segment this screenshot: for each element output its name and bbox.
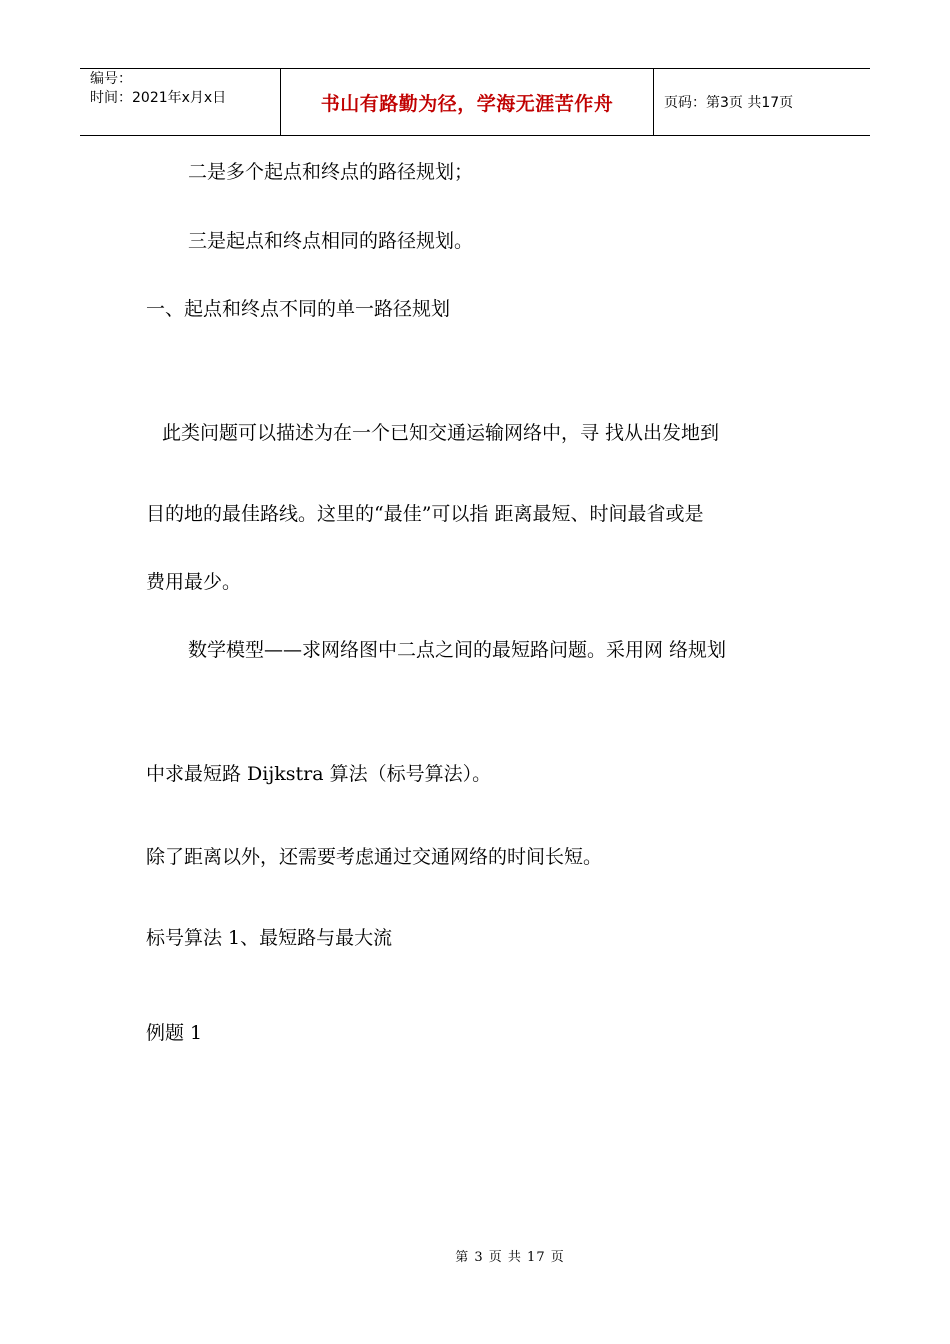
paragraph-problem-description-line2: 目的地的最佳路线。这里的“最佳”可以指 距离最短、时间最省或是 bbox=[146, 503, 704, 525]
document-date-label: 时间：2021年x月x日 bbox=[90, 90, 227, 106]
document-number-label: 编号： bbox=[90, 71, 132, 87]
header-page-cell bbox=[654, 69, 870, 135]
header-motto: 书山有路勤为径，学海无涯苦作舟 bbox=[320, 92, 614, 115]
section-heading-single-path: 一、起点和终点不同的单一路径规划 bbox=[146, 298, 451, 320]
paragraph-math-model-line1: 数学模型——求网络图中二点之间的最短路问题。采用网 络规划 bbox=[188, 639, 727, 661]
header-page-code: 页码：第3页 共17页 bbox=[664, 95, 794, 111]
paragraph-labeling-algorithm: 标号算法 1、最短路与最大流 bbox=[146, 927, 393, 949]
header-motto-cell bbox=[281, 69, 654, 135]
paragraph-problem-description-line1: 此类问题可以描述为在一个已知交通运输网络中，寻 找从出发地到 bbox=[162, 422, 720, 444]
paragraph-example-title: 例题 1 bbox=[146, 1022, 203, 1044]
paragraph-problem-description-line3: 费用最少。 bbox=[146, 571, 242, 593]
paragraph-multi-point: 二是多个起点和终点的路径规划； bbox=[188, 161, 474, 183]
page-header bbox=[80, 68, 870, 136]
header-meta-cell bbox=[80, 69, 281, 135]
page-footer: 第 3 页 共 17 页 bbox=[455, 1250, 565, 1265]
paragraph-same-point: 三是起点和终点相同的路径规划。 bbox=[188, 230, 474, 252]
paragraph-math-model-line2: 中求最短路 Dijkstra 算法（标号算法）。 bbox=[146, 763, 492, 785]
paragraph-time-consideration: 除了距离以外，还需要考虑通过交通网络的时间长短。 bbox=[146, 846, 603, 868]
